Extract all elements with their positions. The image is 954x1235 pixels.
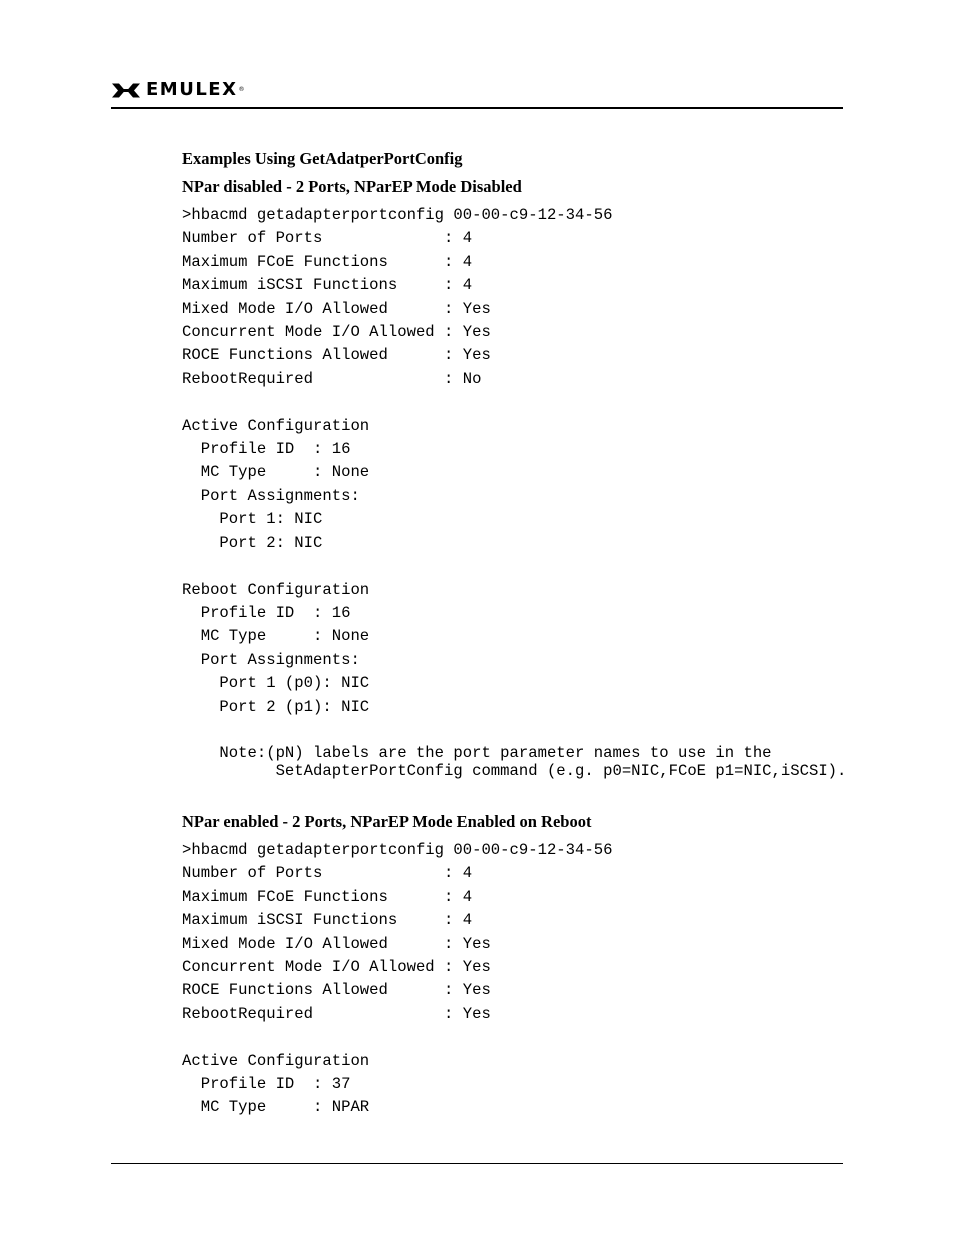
code-line: Port Assignments: bbox=[182, 650, 360, 669]
code-line: Active Configuration bbox=[182, 1051, 370, 1070]
section-title: Examples Using GetAdatperPortConfig bbox=[182, 149, 463, 168]
code-line: Maximum FCoE Functions : 4 bbox=[182, 252, 473, 271]
code-block-npar-disabled bbox=[182, 204, 772, 766]
code-line: Profile ID : 37 bbox=[182, 1075, 351, 1094]
code-line: Concurrent Mode I/O Allowed : Yes bbox=[182, 958, 491, 977]
code-line: Port 1: NIC bbox=[182, 510, 323, 529]
code-line: RebootRequired : No bbox=[182, 369, 482, 388]
brand-name: EMULEX bbox=[146, 79, 238, 100]
code-note-continuation: SetAdapterPortConfig command (e.g. p0=NIC,FCoE p1=NIC,iSCSI). bbox=[182, 762, 847, 780]
code-line: >hbacmd getadapterportconfig 00-00-c9-12-34-56 bbox=[182, 206, 613, 224]
section2-subtitle: NPar enabled - 2 Ports, NParEP Mode Enabled on Reboot bbox=[182, 812, 592, 831]
footer-rule bbox=[111, 1163, 843, 1164]
code-line: Note:(pN) labels are the port parameter names to use in the bbox=[182, 744, 772, 763]
code-line: Active Configuration bbox=[182, 416, 370, 435]
code-line: Maximum FCoE Functions : 4 bbox=[182, 887, 473, 906]
code-line: Maximum iSCSI Functions : 4 bbox=[182, 911, 473, 930]
code-line: ROCE Functions Allowed : Yes bbox=[182, 346, 491, 365]
code-line: Reboot Configuration bbox=[182, 580, 370, 599]
code-line: Maximum iSCSI Functions : 4 bbox=[182, 276, 473, 295]
code-line: >hbacmd getadapterportconfig 00-00-c9-12-34-56 bbox=[182, 841, 613, 859]
header-logo bbox=[111, 80, 244, 100]
code-line: Profile ID : 16 bbox=[182, 440, 351, 459]
code-line: Port Assignments: bbox=[182, 486, 360, 505]
emulex-logo-icon bbox=[111, 82, 141, 99]
code-line: MC Type : None bbox=[182, 627, 370, 646]
code-block-npar-enabled bbox=[182, 839, 612, 1120]
code-line: Number of Ports : 4 bbox=[182, 229, 473, 248]
code-line: Number of Ports : 4 bbox=[182, 864, 473, 883]
code-line: Mixed Mode I/O Allowed : Yes bbox=[182, 934, 491, 953]
code-line: Mixed Mode I/O Allowed : Yes bbox=[182, 299, 491, 318]
code-line: MC Type : None bbox=[182, 463, 370, 482]
header-rule bbox=[111, 107, 843, 109]
code-line: Concurrent Mode I/O Allowed : Yes bbox=[182, 323, 491, 342]
code-line: Port 2 (p1): NIC bbox=[182, 697, 370, 716]
code-line: Port 2: NIC bbox=[182, 533, 323, 552]
code-line: ROCE Functions Allowed : Yes bbox=[182, 981, 491, 1000]
code-line: MC Type : NPAR bbox=[182, 1098, 370, 1117]
code-line: Profile ID : 16 bbox=[182, 603, 351, 622]
code-line: Port 1 (p0): NIC bbox=[182, 674, 370, 693]
trademark-mark: ® bbox=[238, 86, 245, 93]
section1-subtitle: NPar disabled - 2 Ports, NParEP Mode Disabled bbox=[182, 177, 522, 196]
code-line: RebootRequired : Yes bbox=[182, 1004, 491, 1023]
